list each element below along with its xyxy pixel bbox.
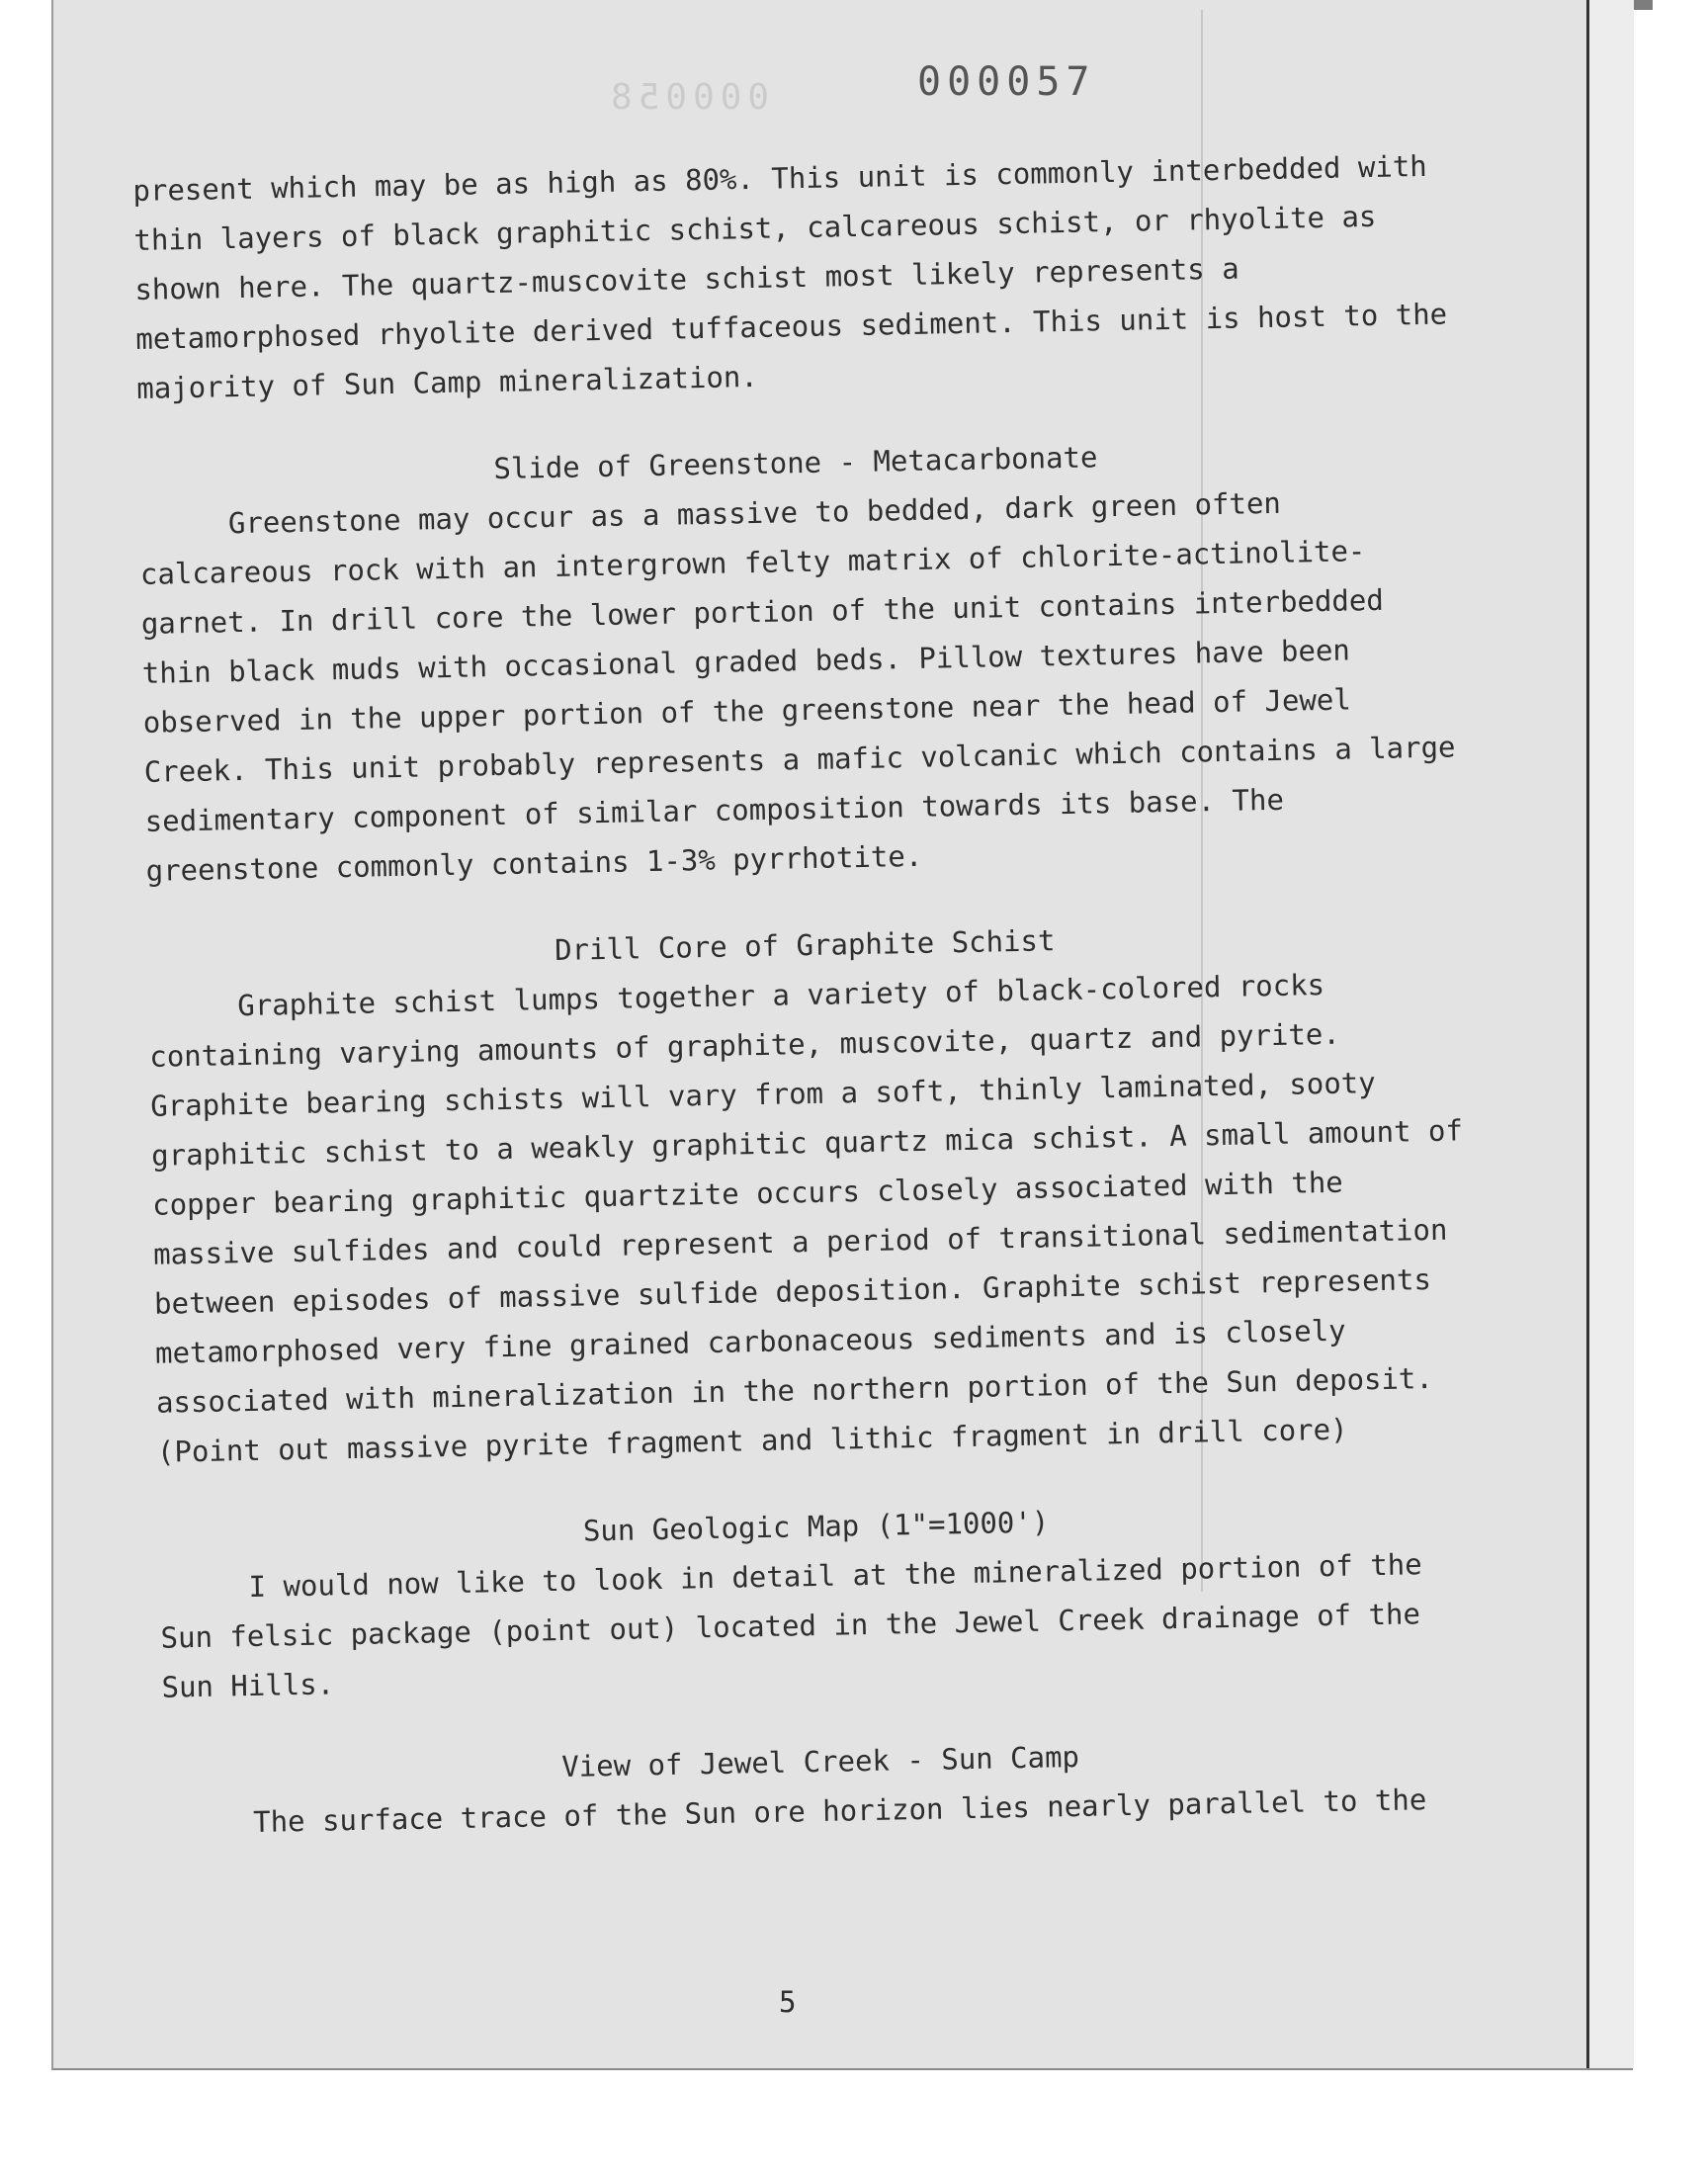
ghost-control-number: 000058 — [605, 77, 770, 118]
section-heading-graphite-schist: Drill Core of Graphite Schist — [554, 923, 1056, 967]
section-heading-greenstone: Slide of Greenstone - Metacarbonate — [493, 440, 1098, 486]
section-heading-jewel-creek: View of Jewel Creek - Sun Camp — [560, 1739, 1080, 1784]
section-heading-geologic-map: Sun Geologic Map (1"=1000') — [582, 1505, 1050, 1548]
document-body — [132, 140, 1479, 1848]
control-number-stamp: 000057 — [917, 59, 1096, 105]
section-body-graphite-schist: Graphite schist lumps together a variety of black-colored rocks containing varying amounts of graphite, muscovite, quartz and pyrite. Graphite bearing schists will vary from a soft, thinly laminated, sooty graphitic schist to a weakly graphitic quartz mica schist. A small amount of copper bearing graphitic quartzite occurs closely associated with the massive sulfides and could represent a period of transitional sedimentation between episodes of massive sulfide deposition. Graphite schist represents metamorphosed very fine grained carbonaceous sediments and is closely associated with mineralization in the northern portion of the Sun deposit. (Point out massive pyrite fragment and lithic fragment in drill core) — [148, 968, 1464, 1469]
section-body-geologic-map: I would now like to look in detail at the mineralized portion of the Sun felsic package (point out) located in the Jewel Creek drainage of the Sun Hills. — [160, 1547, 1422, 1704]
section-body-greenstone: Greenstone may occur as a massive to bedded, dark green often calcareous rock with an intergrown felty matrix of chlorite-actinolite-garnet. In drill core the lower portion of the unit contains interbedded thin black muds with occasional graded beds. Pillow textures have been observed in the upper portion of the greenstone near the head of Jewel Creek. This unit probably represents a mafic volcanic which contains a large sedimentary component of similar composition towards its base. The greenstone commonly contains 1-3% pyrrhotite. — [139, 485, 1456, 888]
section-body-jewel-creek: The surface trace of the Sun ore horizon lies nearly parallel to the — [252, 1783, 1427, 1839]
page-number: 5 — [779, 1985, 797, 2019]
opening-paragraph: present which may be as high as 80%. This unit is commonly interbedded with thin layers of black graphitic schist, calcareous schist, or rhyolite as shown here. The quartz-muscovite schist most likely represents a metamorphosed rhyolite derived tuffaceous sediment. This unit is host to the majority of Sun Camp mineralization. — [132, 148, 1448, 405]
page-edge-flap — [1586, 0, 1634, 2068]
